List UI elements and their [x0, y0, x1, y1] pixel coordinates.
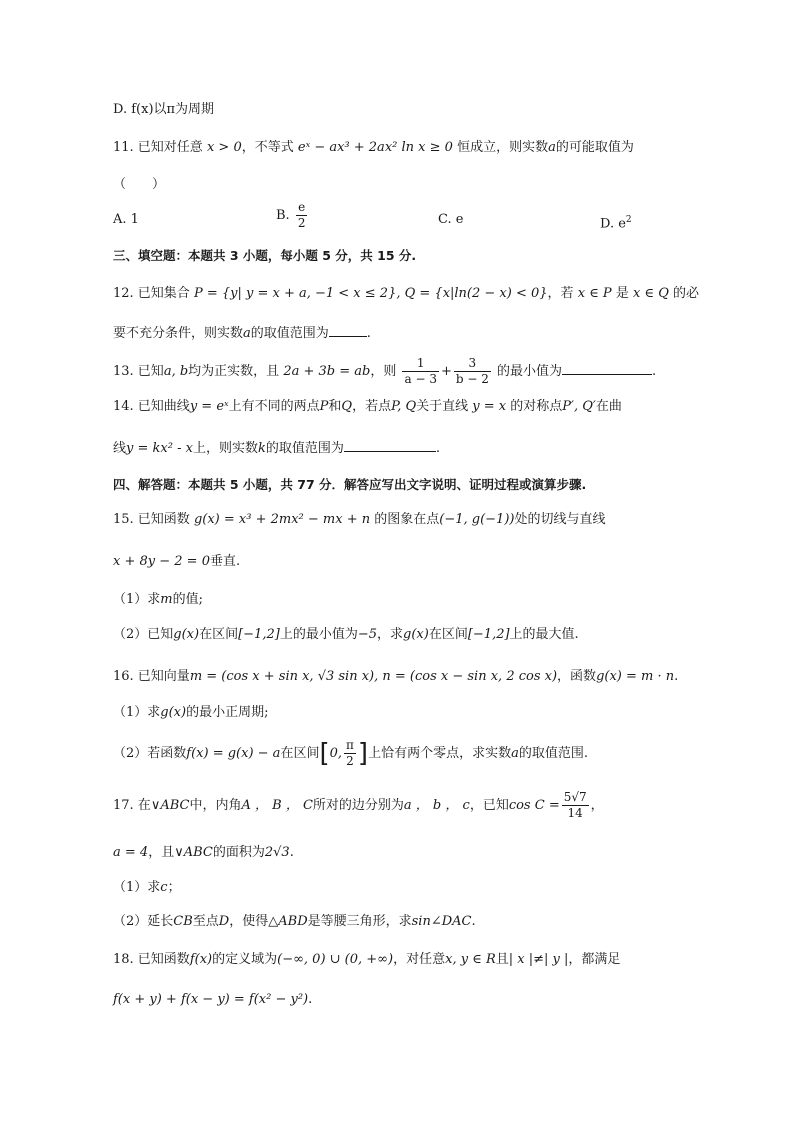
q17-p2-d: D	[218, 914, 230, 929]
q18-text-2: 的定义域为	[212, 952, 278, 967]
q15-p1-text-2: 的值;	[172, 592, 203, 607]
q12-line-2	[113, 322, 371, 344]
q11-text-4: 的可能取值为	[555, 140, 634, 155]
q15-p2-text-4: ，求	[377, 627, 404, 642]
q17-p2-text-4: 是等腰三角形，求	[307, 914, 412, 929]
q11-text-1: 11. 已知对任意	[113, 140, 203, 155]
q17-text-5: ，且	[148, 845, 175, 860]
q17-text-1: 17. 在	[113, 798, 151, 813]
left-bracket: [	[319, 738, 330, 769]
q13-vars: a, b	[163, 364, 189, 379]
q12-text-3: 是	[615, 286, 629, 301]
fraction-numerator: e	[296, 200, 308, 216]
q17-angles: A ， B ， C	[241, 798, 313, 813]
q18-abs: | x |≠| y |	[508, 952, 569, 967]
q17-p2-sin: sin∠DAC	[411, 914, 472, 929]
q17-line2-end: .	[289, 845, 294, 860]
q14-line-2	[113, 437, 440, 459]
q13-line	[113, 356, 656, 387]
q14-text-4: ，若点	[352, 399, 392, 414]
q17-fraction	[562, 790, 589, 821]
q13-answer-blank[interactable]	[562, 360, 652, 375]
q16-p2-text-1: （2）若函数	[113, 746, 187, 761]
q11-paren-text: （ ）	[113, 177, 166, 192]
q17-p2-cb: CB	[173, 914, 193, 929]
q14-text-6: 的对称点	[510, 399, 563, 414]
q17-part-1	[113, 878, 181, 898]
q15-p2-g: g(x)	[173, 627, 200, 642]
q14-text-5: 关于直线	[416, 399, 469, 414]
q11-inequality: eˣ − ax³ + 2ax² ln x ≥ 0	[297, 140, 453, 155]
q13-end: .	[652, 364, 657, 379]
q14-text-1: 14. 已知曲线	[113, 399, 190, 414]
q15-line-1	[113, 510, 605, 530]
q17-line1-end: ，	[590, 798, 604, 813]
q16-g-def: g(x) = m · n	[596, 669, 675, 684]
q18-f: f(x)	[189, 952, 213, 967]
q18-text-1: 18. 已知函数	[113, 952, 190, 967]
q11-text-2: ，不等式	[241, 140, 294, 155]
q11-option-b-label: B.	[276, 208, 290, 223]
q16-line-1	[113, 667, 678, 687]
q16-p1-text-2: 的最小正周期;	[186, 705, 269, 720]
q17-p1-var: c	[160, 880, 168, 895]
q16-p2-text-2: 在区间	[280, 746, 320, 761]
q16-end: .	[674, 669, 679, 684]
q15-text-4: 垂直.	[209, 554, 241, 569]
q15-p2-interval-2: [−1,2]	[467, 627, 510, 642]
q14-end: .	[435, 441, 440, 456]
q15-text-3: 处的切线与直线	[514, 512, 606, 527]
q17-part-2	[113, 912, 476, 932]
q11-option-c-text: C. e	[438, 212, 464, 227]
q11-option-a-text: A. 1	[113, 212, 139, 227]
q17-text-4: ，已知	[469, 798, 509, 813]
q11-condition: x > 0	[206, 140, 242, 155]
q14-reflected-points: P′, Q′	[562, 399, 596, 414]
q16-p2-fraction	[344, 738, 356, 769]
q15-line-eq: x + 8y − 2 = 0	[113, 554, 210, 569]
q15-p2-text-5: 在区间	[428, 627, 468, 642]
q15-part-1	[113, 590, 203, 610]
q14-text-3: 和	[328, 399, 342, 414]
q15-p2-text-3: 上的最小值为	[279, 627, 358, 642]
q16-part-1	[113, 703, 268, 723]
q18-end: .	[308, 992, 313, 1007]
q14-point-q: Q	[341, 399, 353, 414]
q11-text-3: 恒成立，则实数	[457, 140, 549, 155]
q18-functional-equation: f(x + y) + f(x − y) = f(x² − y²)	[113, 992, 309, 1007]
q13-equation: 2a + 3b = ab	[283, 364, 371, 379]
q17-text-2: 中，内角	[189, 798, 242, 813]
q15-part-2	[113, 625, 579, 645]
fraction-denominator: 2	[297, 216, 306, 230]
fraction-numerator: 1	[402, 356, 438, 372]
q13-text-1: 13. 已知	[113, 364, 164, 379]
q18-domain: (−∞, 0) ∪ (0, +∞)	[277, 952, 394, 967]
q16-p2-text-4: 的取值范围.	[518, 746, 588, 761]
q18-line-2	[113, 990, 312, 1010]
q15-p2-text-6: 上的最大值.	[509, 627, 579, 642]
fraction-denominator: b − 2	[455, 372, 489, 386]
q13-text-3: ，则	[370, 364, 397, 379]
q12-answer-blank[interactable]	[329, 322, 367, 337]
q16-p1-text-1: （1）求	[113, 705, 161, 720]
q11-option-d	[600, 210, 632, 234]
q16-vectors: m = (cos x + sin x, √3 sin x), n = (cos x − sin x, 2 cos x)	[189, 669, 558, 684]
section-3-heading-text: 三、填空题：本题共 3 小题，每小题 5 分，共 15 分.	[113, 248, 417, 263]
q12-text-4: 的必	[673, 286, 700, 301]
q15-line-2	[113, 552, 240, 572]
q14-text-7: 在曲	[595, 399, 622, 414]
q14-point-p: P	[319, 399, 329, 414]
section-3-heading	[113, 246, 416, 266]
q16-p2-f: f(x) = g(x) − a	[186, 746, 281, 761]
q15-p1-var: m	[160, 592, 173, 607]
q15-function: g(x) = x³ + 2mx² − mx + n	[193, 512, 371, 527]
q17-text-6: 的面积为	[212, 845, 265, 860]
q11-option-a	[113, 210, 139, 230]
q15-text-1: 15. 已知函数	[113, 512, 190, 527]
q12-text-5: 要不充分条件，则实数	[113, 326, 244, 341]
fraction-numerator: 5√7	[563, 790, 587, 804]
q15-p2-interval: [−1,2]	[238, 627, 280, 642]
q14-curve: y = eˣ	[189, 399, 229, 414]
q13-fraction-2	[454, 356, 491, 387]
q13-plus: +	[440, 364, 452, 379]
q12-line-1	[113, 284, 699, 304]
q14-answer-blank[interactable]	[344, 437, 436, 452]
q14-text-9: 上，则实数	[192, 441, 258, 456]
q17-area: 2√3	[264, 845, 290, 860]
q16-p2-var: a	[511, 746, 519, 761]
q18-text-3: ，对任意	[393, 952, 446, 967]
q11-variable: a	[548, 140, 556, 155]
q14-points: P, Q	[391, 399, 417, 414]
q14-line-eq: y = x	[472, 399, 507, 414]
q17-p2-text-2: 至点	[192, 914, 219, 929]
q16-part-2	[113, 738, 588, 769]
q12-text-1: 12. 已知集合	[113, 286, 190, 301]
q16-p2-text-3: 上恰有两个零点，求实数	[368, 746, 512, 761]
q17-sides: a ， b ， c	[403, 798, 470, 813]
q15-point: (−1, g(−1))	[439, 512, 515, 527]
fraction-denominator: 2	[346, 754, 354, 768]
q12-variable: a	[243, 326, 251, 341]
q14-curve-2: y = kx² - x	[126, 441, 193, 456]
q17-p2-end: .	[471, 914, 476, 929]
q16-text-1: 16. 已知向量	[113, 669, 190, 684]
q14-line-1	[113, 397, 622, 417]
q17-cos: cos C =	[508, 798, 560, 813]
q15-p2-text-2: 在区间	[199, 627, 239, 642]
q18-text-5: ，都满足	[568, 952, 621, 967]
q15-p2-value: −5	[357, 627, 377, 642]
q16-p1-g: g(x)	[160, 705, 187, 720]
section-4-heading	[113, 475, 586, 495]
q16-text-2: ，函数	[557, 669, 597, 684]
q17-p2-text-3: ，使得	[229, 914, 269, 929]
q18-text-4: 且	[495, 952, 509, 967]
q17-p1-text-2: ；	[167, 880, 181, 895]
q11-option-b-fraction	[296, 200, 308, 231]
q15-p2-text-1: （2）已知	[113, 627, 174, 642]
fraction-numerator: π	[346, 738, 354, 752]
q15-text-2: 的图象在点	[374, 512, 440, 527]
right-bracket: ]	[357, 738, 369, 769]
fraction-denominator: a − 3	[404, 372, 437, 386]
q10-option-d	[113, 100, 214, 120]
q14-text-8: 线	[113, 441, 127, 456]
q12-cond-2: x ∈ Q	[632, 286, 669, 301]
q13-text-4: 的最小值为	[497, 364, 563, 379]
q18-line-1	[113, 950, 620, 970]
q17-line-1	[113, 790, 604, 821]
fraction-numerator: 3	[454, 356, 491, 372]
q13-fraction-1	[402, 356, 438, 387]
q17-triangle-2: ∨ABC	[174, 845, 213, 860]
q15-p2-g2: g(x)	[403, 627, 429, 642]
q11-option-d-exponent: 2	[625, 215, 632, 225]
q11-stem	[113, 138, 634, 158]
q12-cond-1: x ∈ P	[577, 286, 612, 301]
q12-sets: P = {y| y = x + a, −1 < x ≤ 2}, Q = {x|ln(2 − x) < 0}	[193, 286, 548, 301]
section-4-heading-text: 四、解答题：本题共 5 小题，共 77 分．解答应写出文字说明、证明过程或演算步骤.	[113, 477, 587, 492]
q11-option-c	[438, 210, 463, 230]
q16-p2-interval-left: 0,	[329, 746, 343, 761]
q18-xy: x, y ∈ R	[445, 952, 496, 967]
q11-option-d-label: D. e	[600, 216, 626, 232]
q13-text-2: 均为正实数，且	[188, 364, 280, 379]
q17-a-value: a = 4	[113, 845, 149, 860]
q17-text-3: 所对的边分别为	[312, 798, 404, 813]
q17-line-2	[113, 843, 294, 863]
q12-text-6: 的取值范围为	[250, 326, 329, 341]
q11-answer-paren	[113, 175, 165, 195]
fraction-denominator: 14	[567, 806, 583, 820]
q17-triangle: ∨ABC	[150, 798, 190, 813]
q10-option-d-text: D. f(x)以π为周期	[113, 102, 215, 117]
q17-p2-text-1: （2）延长	[113, 914, 174, 929]
q11-option-b	[276, 200, 309, 231]
q14-text-2: 上有不同的两点	[228, 399, 320, 414]
q14-text-10: 的取值范围为	[265, 441, 344, 456]
q17-p1-text-1: （1）求	[113, 880, 161, 895]
q15-p1-text-1: （1）求	[113, 592, 161, 607]
q17-p2-triangle: △ABD	[268, 914, 308, 929]
q14-k: k	[257, 441, 266, 456]
q12-end: .	[366, 326, 371, 341]
q12-text-2: ，若	[547, 286, 574, 301]
